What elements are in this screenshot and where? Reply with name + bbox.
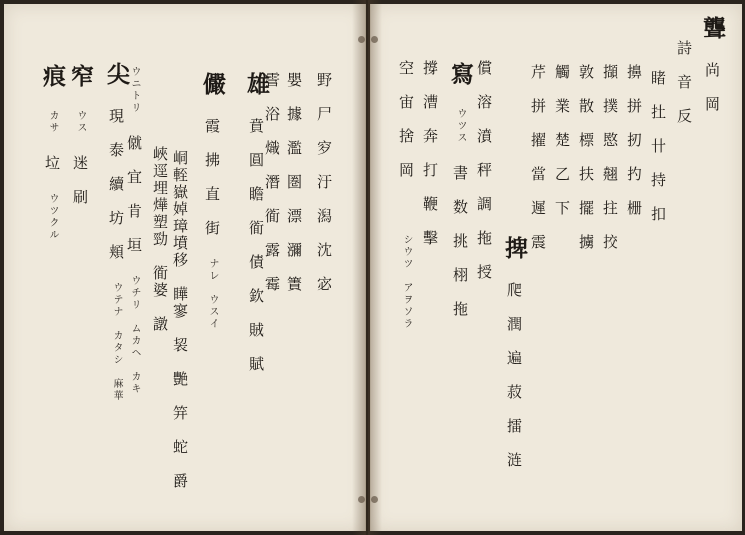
text-column: 儼 霞 拂 直 街 ナレ ウスイ (199, 72, 226, 330)
text-column: 敦 散 標 扶 擺 擄 (577, 64, 595, 251)
text-column: 擤 拼 扨 扚 栅 (625, 64, 643, 217)
binding-hole (371, 496, 378, 503)
text-column: 寫 ウツス 書 数 挑 栩 拖 (447, 62, 474, 318)
binding-hole (358, 36, 365, 43)
text-column: 觸 業 楚 乙 下 (553, 64, 571, 217)
text-column: 擷 撲 愍 翹 拄 挍 (601, 64, 619, 251)
text-column: 尖 現 泰 續 坊 頬 ウテナ カタシ 麻華 (103, 62, 130, 402)
text-column: 捭 爬 潤 遍 菽 擂 涟 (501, 236, 528, 469)
text-column: 空 宙 捨 岡 シウツ アヲソラ (397, 60, 415, 330)
text-column: 窄 ウス 迷 刷 (67, 64, 94, 206)
text-column: 嬰 據 濫 圏 漂 瀰 簀 (285, 72, 303, 293)
text-column: 野 尸 穸 汙 潟 沈 宓 (315, 72, 333, 293)
binding-hole (371, 36, 378, 43)
text-column: 聾 尚 岡 (699, 16, 726, 113)
text-column: ウニトリ 僦 宜 肯 垣 ウチリ ムカヘ カキ (125, 66, 143, 395)
text-column: 睹 扗 卄 持 扣 (649, 70, 667, 223)
text-column: 峽逕埋燁塑勁 衜婆 譈 (151, 146, 169, 333)
binding-hole (358, 496, 365, 503)
text-column: 雄 賁 圓 瞻 衜 債 欽 賊 賦 (243, 72, 270, 373)
text-column: 痕 カサ 垃 ウツクル (39, 64, 66, 241)
text-column: 芹 拼 擢 當 遲 震 (529, 64, 547, 251)
text-column: 峒輊嶽婥璋墳移 瞱寥 袃 艷 笄 蛇 爵 (171, 150, 189, 490)
text-column: 償 溶 濆 秤 調 拖 授 (475, 60, 493, 281)
text-column: 霅 浴 熾 潛 衜 露 霉 (263, 72, 281, 293)
text-column: 詩 音 反 (675, 40, 693, 125)
text-column: 撐 漕 奔 打 鞭 擊 (421, 60, 439, 247)
